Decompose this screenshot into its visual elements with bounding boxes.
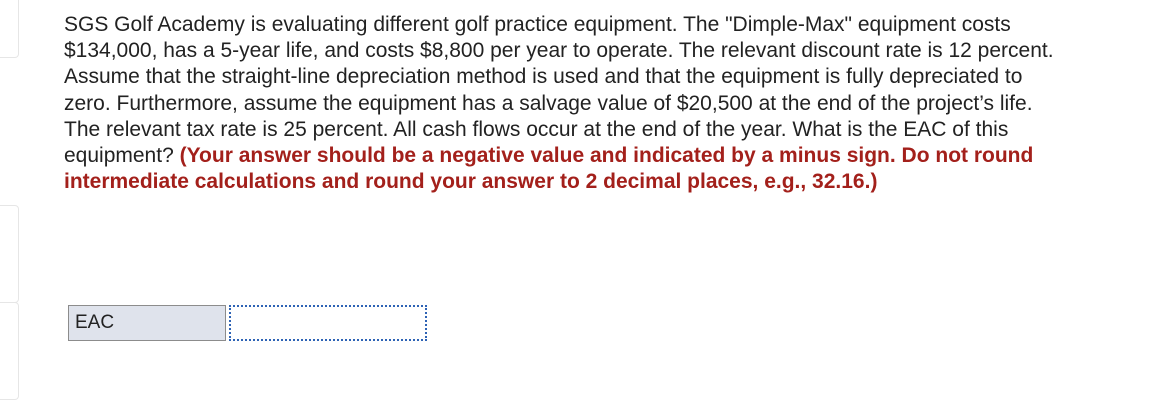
side-tab[interactable] xyxy=(0,0,19,58)
side-tab[interactable] xyxy=(0,205,19,303)
side-tab[interactable] xyxy=(0,302,19,400)
question-instructions: (Your answer should be a negative value and indicated by a minus sign. Do not round intermediate calculations and round your answer to 2 decimal places, e.g., 32.16.) xyxy=(64,144,1034,194)
left-rail xyxy=(0,0,20,412)
question-body: SGS Golf Academy is evaluating different golf practice equipment. The "Dimple-Max" equipment costs $134,000, has a 5-year life, and costs $8,800 per year to operate. The relevant discount rate is 12 percent. Assume that the straight-line depreciation method is used and that the equipment is fully depreciated to zero. Furthermore, assume the equipment has a salvage value of $20,500 at the end of the project’s life. The relevant tax rate is 25 percent. All cash flows occur at the end of the year. What is the EAC of this equipment? xyxy=(64,13,1054,168)
eac-answer-input[interactable] xyxy=(229,305,427,341)
answer-row xyxy=(68,305,427,343)
eac-label: EAC xyxy=(68,305,226,341)
question-text xyxy=(64,12,1064,195)
